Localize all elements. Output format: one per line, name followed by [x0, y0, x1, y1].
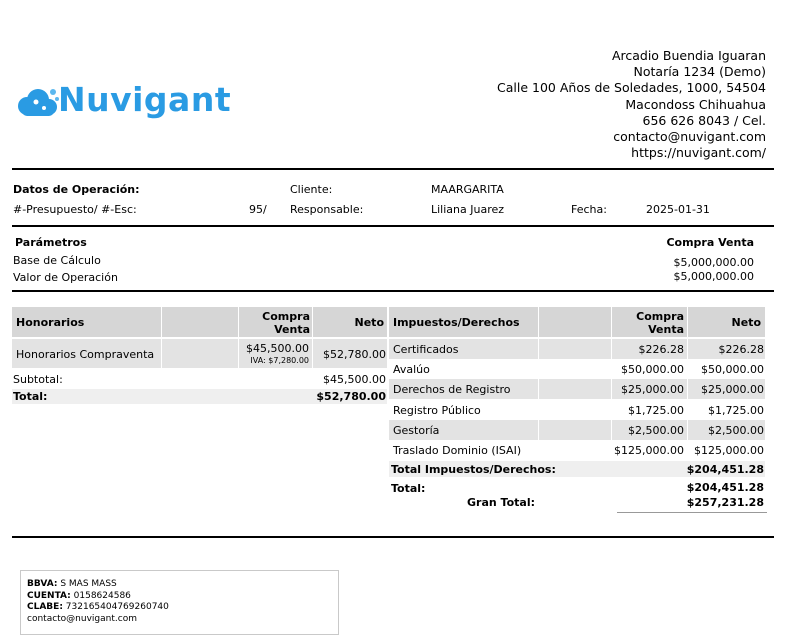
gran-total-value: $257,231.28: [686, 496, 764, 509]
honorarios-total-label: Total:: [13, 390, 48, 403]
company-notaria: Notaría 1234 (Demo): [633, 64, 766, 80]
honorarios-row-iva: IVA: $7,280.00: [250, 356, 309, 365]
impuesto-row-neto: $1,725.00: [708, 404, 764, 417]
valor-operacion-value: $5,000,000.00: [673, 270, 754, 283]
honorarios-sep: [312, 307, 313, 337]
impuesto-row-neto: $2,500.00: [708, 424, 764, 437]
bbva-value: S MAS MASS: [60, 579, 117, 589]
impuesto-row-label: Avalúo: [393, 363, 430, 376]
fecha-label: Fecha:: [571, 203, 607, 216]
parametros-title: Parámetros: [15, 236, 87, 249]
company-email: contacto@nuvigant.com: [613, 129, 766, 145]
logo-cloud-icon: [16, 86, 60, 120]
cuenta-label: CUENTA:: [27, 590, 71, 601]
honorarios-row-label: Honorarios Compraventa: [16, 348, 155, 361]
honorarios-row-neto: $52,780.00: [323, 348, 386, 361]
honorarios-col-neto: Neto: [354, 316, 384, 329]
honorarios-row-compra: $45,500.00: [246, 342, 309, 355]
fecha-value: 2025-01-31: [646, 203, 710, 216]
operation-title: Datos de Operación:: [13, 183, 140, 196]
honorarios-total-value: $52,780.00: [316, 390, 386, 403]
impuestos-sep: [538, 339, 539, 460]
impuesto-row-label: Certificados: [393, 343, 459, 356]
gran-total-label: Gran Total:: [467, 496, 535, 509]
valor-operacion-label: Valor de Operación: [13, 271, 118, 284]
cliente-label: Cliente:: [290, 183, 333, 196]
impuesto-row-compra: $1,725.00: [628, 404, 684, 417]
company-name: Arcadio Buendia Iguaran: [611, 48, 766, 63]
honorarios-subtotal-label: Subtotal:: [13, 373, 63, 386]
impuestos-header: Impuestos/Derechos: [393, 316, 520, 329]
bank-email: contacto@nuvigant.com: [27, 613, 137, 624]
clabe-value: 732165404769260740: [65, 602, 169, 612]
responsable-value: Liliana Juarez: [431, 203, 505, 216]
impuesto-row-compra: $50,000.00: [621, 363, 684, 376]
impuestos-col-neto: Neto: [731, 316, 761, 329]
clabe-label: CLABE:: [27, 602, 63, 612]
impuesto-row-neto: $125,000.00: [694, 444, 764, 457]
bbva-label: BBVA:: [27, 579, 58, 589]
divider-top: [12, 168, 774, 170]
impuesto-row-neto: $25,000.00: [701, 383, 764, 396]
cliente-value: MAARGARITA: [431, 183, 504, 196]
impuesto-row-compra: $2,500.00: [628, 424, 684, 437]
base-calculo-label: Base de Cálculo: [13, 254, 101, 267]
honorarios-col-compra: Compra Venta: [262, 310, 310, 336]
impuesto-row-compra: $25,000.00: [621, 383, 684, 396]
impuestos-sep: [611, 339, 612, 460]
company-address: Calle 100 Años de Soledades, 1000, 54504: [497, 80, 766, 96]
honorarios-sep: [238, 339, 239, 368]
honorarios-subtotal-value: $45,500.00: [323, 373, 386, 386]
gran-total-underline: [617, 512, 767, 513]
company-info: [346, 48, 766, 161]
impuestos-total-value: $204,451.28: [686, 481, 764, 494]
honorarios-header: Honorarios: [16, 316, 85, 329]
impuesto-row-label: Derechos de Registro: [393, 383, 511, 396]
honorarios-sep: [312, 339, 313, 368]
responsable-label: Responsable:: [290, 203, 364, 216]
cuenta-value: 0158624586: [73, 590, 131, 601]
presupuesto-value: 95/: [249, 203, 267, 216]
impuesto-row-neto: $50,000.00: [701, 363, 764, 376]
divider-bottom: [12, 536, 774, 538]
logo-text: Nuvigant: [58, 80, 232, 119]
impuestos-sep: [687, 307, 688, 337]
divider-parametros: [12, 290, 774, 292]
impuestos-col-compra: Compra Venta: [636, 310, 684, 336]
total-impuestos-value: $204,451.28: [686, 463, 764, 476]
impuesto-row-compra: $125,000.00: [614, 444, 684, 457]
impuesto-row-label: Gestoría: [393, 424, 440, 437]
honorarios-sep: [161, 307, 162, 337]
company-city: Macondoss Chihuahua: [625, 96, 766, 112]
base-calculo-value: $5,000,000.00: [673, 256, 754, 269]
company-phone: 656 626 8043 / Cel.: [642, 112, 766, 128]
impuesto-row-neto: $226.28: [718, 343, 764, 356]
bank-info: [27, 579, 169, 625]
impuestos-total-label: Total:: [391, 482, 426, 495]
impuesto-row-compra: $226.28: [638, 343, 684, 356]
parametros-column: Compra Venta: [666, 236, 754, 249]
honorarios-sep: [161, 339, 162, 368]
divider-operation: [12, 225, 774, 227]
total-impuestos-label: Total Impuestos/Derechos:: [391, 463, 556, 476]
company-website: https://nuvigant.com/: [631, 145, 766, 161]
impuesto-row-label: Traslado Dominio (ISAI): [393, 444, 522, 457]
impuestos-sep: [687, 339, 688, 460]
impuestos-sep: [538, 307, 539, 337]
impuesto-row-label: Registro Público: [393, 404, 481, 417]
presupuesto-label: #-Presupuesto/ #-Esc:: [13, 203, 137, 216]
